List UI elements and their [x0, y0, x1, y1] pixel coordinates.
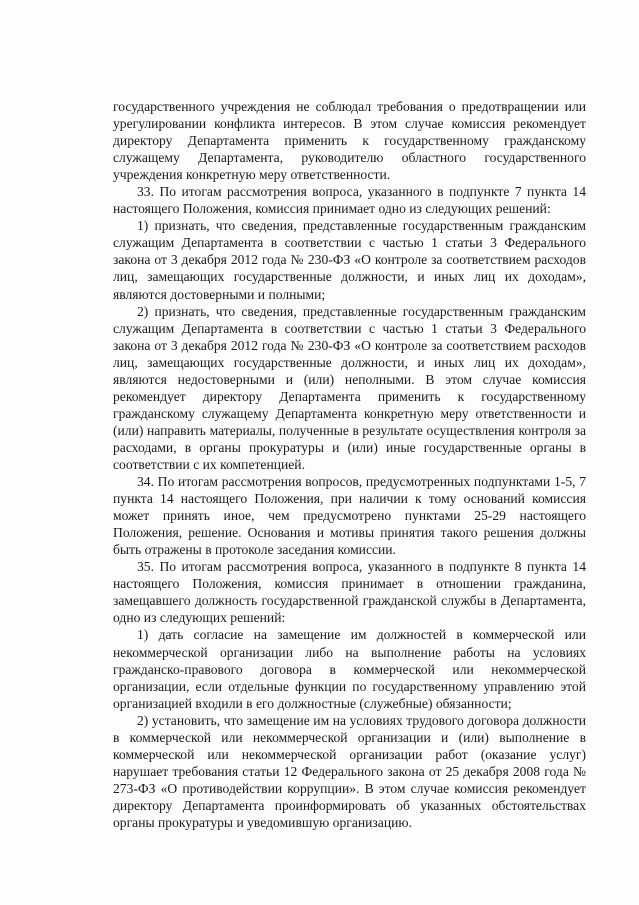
paragraph-35-item-1: 1) дать согласие на замещение им должностей в коммерческой или некоммерческой организации либо на выполнение работы на условиях гражданско-правового договора в коммерческой или некоммерческой организации, если отдельные функции по государственному управлению этой организацией входили в его должностные (служебные) обязанности;	[113, 627, 586, 711]
document-body	[113, 98, 586, 831]
paragraph-34: 34. По итогам рассмотрения вопросов, предусмотренных подпунктами 1-5, 7 пункта 14 настоящего Положения, при наличии к тому оснований комиссия может принять иное, чем предусмотрено пунктами 25-29 настоящего Положения, решение. Основания и мотивы принятия такого решения должны быть отражены в протоколе заседания комиссии.	[113, 474, 586, 558]
paragraph-33: 33. По итогам рассмотрения вопроса, указанного в подпункте 7 пункта 14 настоящего Положения, комиссия принимает одно из следующих решений:	[113, 184, 586, 217]
paragraph-35-item-2: 2) установить, что замещение им на условиях трудового договора должности в коммерческой или некоммерческой организации и (или) выполнение в коммерческой или некоммерческой организации работ (оказание услуг) нарушает требования статьи 12 Федерального закона от 25 декабря 2008 года № 273-ФЗ «О противодействии коррупции». В этом случае комиссия рекомендует директору Департамента проинформировать об указанных обстоятельствах органы прокуратуры и уведомившую организацию.	[113, 712, 586, 830]
paragraph-35: 35. По итогам рассмотрения вопроса, указанного в подпункте 8 пункта 14 настоящего Положения, комиссия принимает в отношении гражданина, замещавшего должность государственной гражданской службы в Департамента, одно из следующих решений:	[113, 559, 586, 626]
paragraph-33-item-2: 2) признать, что сведения, представленные государственным гражданским служащим Департамента в соответствии с частью 1 статьи 3 Федерального закона от 3 декабря 2012 года № 230-ФЗ «О контроле за соответствием расходов лиц, замещающих государственные должности, и иных лиц их доходам», являются недостоверными и (или) неполными. В этом случае комиссия рекомендует директору Департамента применить к государственному гражданскому служащему Департамента конкретную меру ответственности и (или) направить материалы, полученные в результате осуществления контроля за расходами, в органы прокуратуры и (или) иные государственные органы в соответствии с их компетенцией.	[113, 303, 586, 472]
paragraph-continuation: государственного учреждения не соблюдал требования о предотвращении или урегулировании конфликта интересов. В этом случае комиссия рекомендует директору Департамента применить к государственному гражданскому служащему Департамента, руководителю областного государственного учреждения конкретную меру ответственности.	[113, 99, 586, 183]
paragraph-33-item-1: 1) признать, что сведения, представленные государственным гражданским служащим Департамента в соответствии с частью 1 статьи 3 Федерального закона от 3 декабря 2012 года № 230-ФЗ «О контроле за соответствием расходов лиц, замещающих государственные должности, и иных лиц их доходам», являются достоверными и полными;	[113, 218, 586, 302]
